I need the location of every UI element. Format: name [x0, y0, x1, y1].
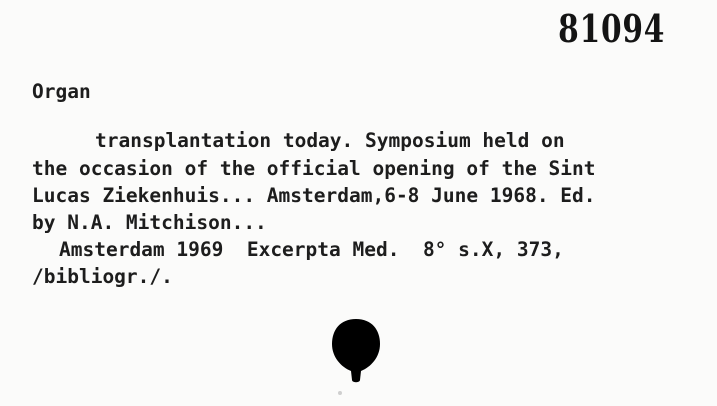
- card-text-line-4: by N.A. Mitchison...: [32, 211, 267, 234]
- card-number: 81094: [557, 6, 665, 51]
- card-text-line-1: transplantation today. Symposium held on: [95, 129, 565, 152]
- card-text-line-6: /bibliogr./.: [32, 265, 173, 288]
- card-text-line-5: Amsterdam 1969 Excerpta Med. 8° s.X, 373,: [59, 238, 564, 261]
- card-text-line-2: the occasion of the official opening of the Sint: [32, 157, 596, 180]
- card-text-line-3: Lucas Ziekenhuis... Amsterdam,6-8 June 1968. Ed.: [32, 184, 596, 207]
- card-heading: Organ: [32, 80, 91, 103]
- punch-hole-icon: [331, 317, 381, 385]
- smudge-mark: [338, 391, 342, 395]
